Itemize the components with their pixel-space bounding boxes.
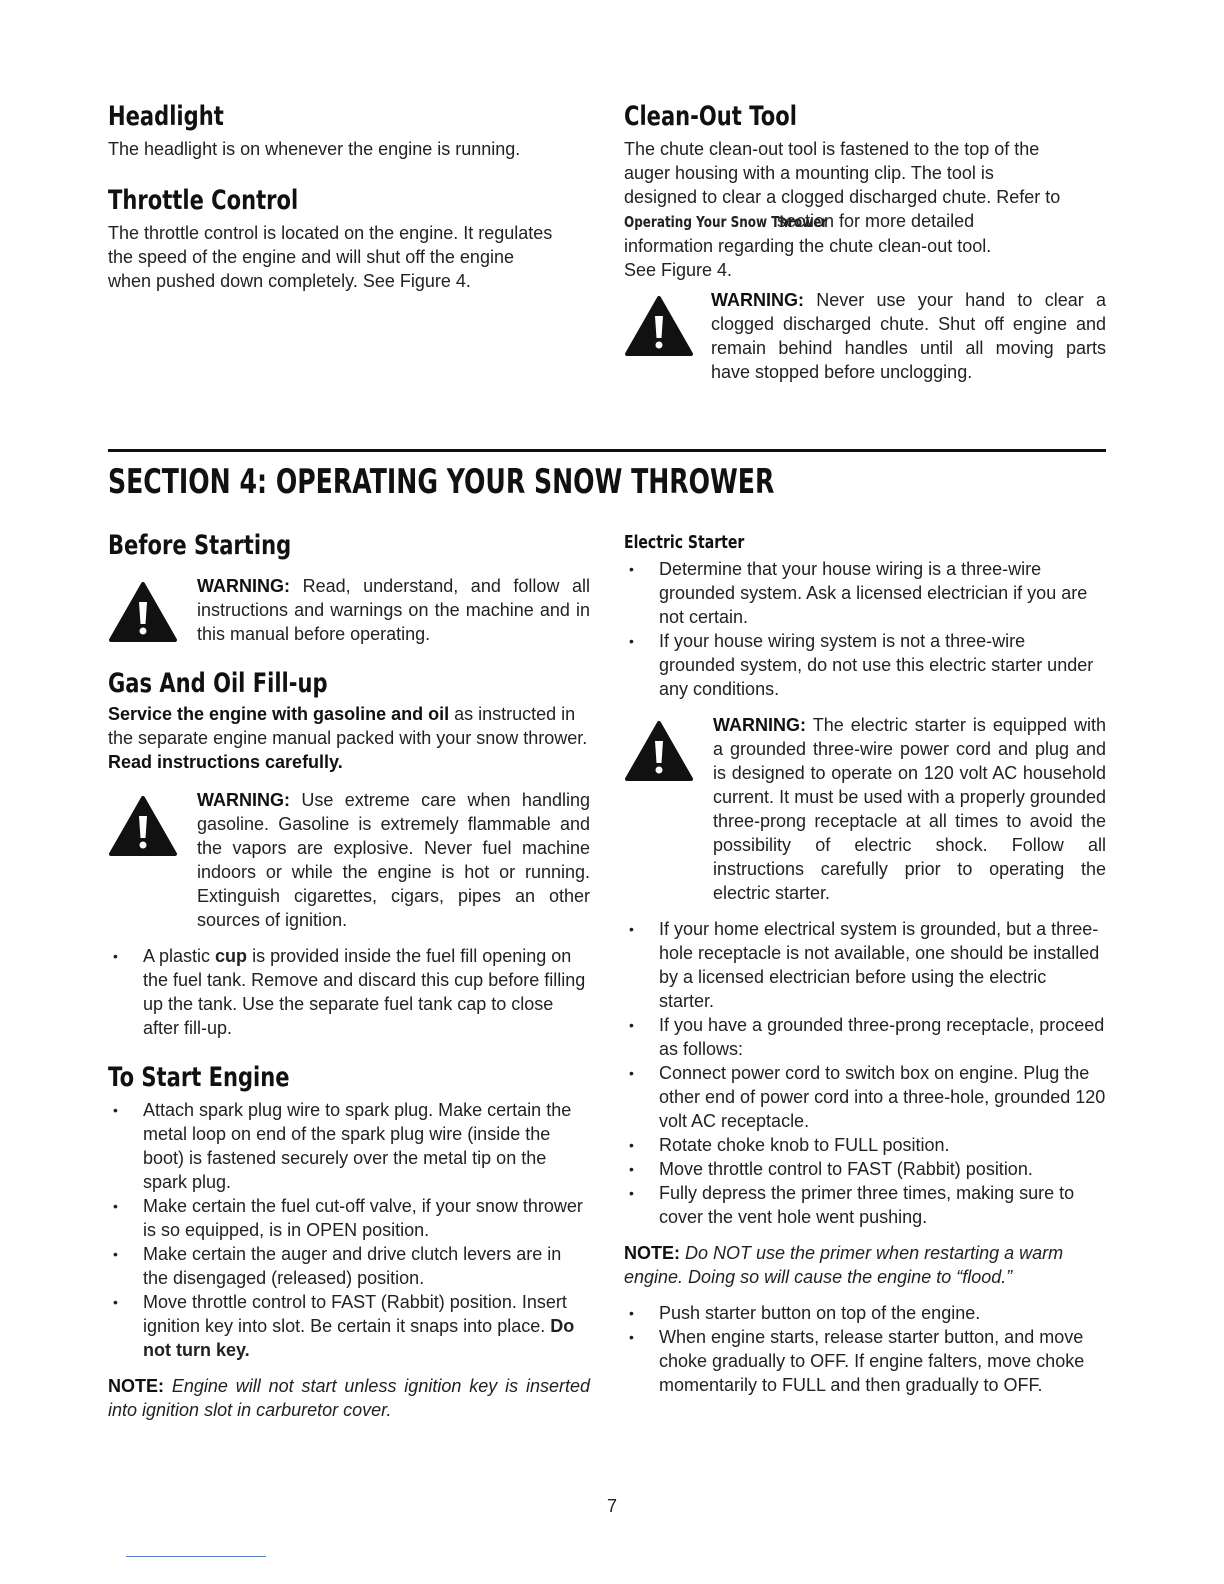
list-item: • If you have a grounded three-prong receptacle, proceed as follows: (629, 1015, 1105, 1059)
cleanout-text (624, 137, 1106, 282)
gas-oil-intro: Service the engine with gasoline and oil as instructed in the separate engine manual packed with your snow thrower. Read instructions carefully. (108, 704, 588, 772)
list-item: • A plastic cup is provided inside the fuel fill opening on the fuel tank. Remove and discard this cup before filling up the tank. Use the separate fuel tank cap to close after fill-up. (113, 946, 586, 1038)
headlight-section (108, 101, 590, 161)
list-item: • Attach spark plug wire to spark plug. Make certain the metal loop on end of the spark plug wire (inside the boot) is fastened securely over the metal tip on the spark plug. (113, 1100, 572, 1192)
electric-starter-warning-text: WARNING: The electric starter is equipped with a grounded three-wire power cord and plug and is designed to operate on 120 volt AC household current. It must be used with a properly grounded three-prong receptacle at all times to avoid the possibility of electric shock. Follow all instructions carefully prior to operating the electric starter. (713, 715, 1106, 903)
start-engine-heading: To Start Engine (108, 1062, 290, 1093)
cleanout-section (624, 101, 1106, 384)
cleanout-warning (624, 288, 1106, 384)
list-item: • Make certain the auger and drive clutch levers are in the disengaged (released) position. (113, 1244, 562, 1288)
throttle-section (108, 185, 590, 293)
cleanout-ref-bold: Operating Your Snow Thrower (624, 213, 828, 231)
electric-starter-bullets-a (624, 557, 1106, 701)
section-divider (108, 449, 1106, 452)
page-number: 7 (606, 1496, 617, 1516)
cleanout-line: designed to clear a clogged discharged chute. Refer to (624, 187, 1061, 207)
cleanout-heading: Clean-Out Tool (624, 101, 797, 132)
throttle-line: when pushed down completely. See Figure 4. (108, 271, 471, 291)
list-item: • Make certain the fuel cut-off valve, if your snow thrower is so equipped, is in OPEN position. (113, 1196, 583, 1240)
list-item: • Connect power cord to switch box on engine. Plug the other end of power cord into a three-hole, grounded 120 volt AC receptacle. (629, 1063, 1106, 1131)
section-title: SECTION 4: OPERATING YOUR SNOW THROWER (108, 462, 775, 502)
electric-starter-heading: Electric Starter (624, 532, 745, 553)
warning-triangle-icon (108, 580, 178, 644)
warning-label: WARNING: (711, 290, 804, 310)
throttle-line: the speed of the engine and will shut off the engine (108, 247, 514, 267)
list-item: • Move throttle control to FAST (Rabbit) position. (629, 1159, 1033, 1179)
headlight-text: The headlight is on whenever the engine is running. (108, 139, 521, 159)
electric-starter-note: NOTE: Do NOT use the primer when restarting a warm engine. Doing so will cause the engine to “flood.” (624, 1243, 1064, 1287)
electric-starter-bullets-b (624, 917, 1106, 1229)
warning-label: WARNING: (197, 576, 290, 596)
right-column (624, 531, 1106, 1397)
gas-oil-warning (108, 788, 590, 932)
list-item: • Determine that your house wiring is a three-wire grounded system. Ask a licensed electrician if you are not certain. (629, 559, 1088, 627)
throttle-heading: Throttle Control (108, 185, 299, 216)
list-item: • If your house wiring system is not a three-wire grounded system, do not use this electric starter under any conditions. (629, 631, 1094, 699)
footer-line (126, 1556, 266, 1557)
warning-triangle-icon (624, 294, 694, 358)
electric-starter-bullets-c (624, 1301, 1106, 1397)
list-item: • Move throttle control to FAST (Rabbit) position. Insert ignition key into slot. Be certain it snaps into place. Do not turn key. (113, 1292, 575, 1360)
warning-label: WARNING: (197, 790, 290, 810)
cleanout-ref-after: section for more detailed (772, 211, 975, 231)
throttle-line: The throttle control is located on the engine. It regulates (108, 223, 553, 243)
left-column (108, 530, 590, 1422)
gas-oil-warning-text: WARNING: Use extreme care when handling gasoline. Gasoline is extremely flammable and the vapors are explosive. Never fuel machine indoors or while the engine is hot or running. Extinguish cigarettes, cigars, pipes an other sources of ignition. (197, 790, 590, 930)
cleanout-line: auger housing with a mounting clip. The tool is (624, 163, 994, 183)
electric-starter-warning (624, 713, 1106, 905)
cleanout-line: See Figure 4. (624, 260, 733, 280)
before-starting-warning (108, 574, 590, 646)
list-item: • Fully depress the primer three times, making sure to cover the vent hole went pushing. (629, 1183, 1075, 1227)
before-starting-heading: Before Starting (108, 530, 292, 561)
cleanout-warning-text: WARNING: Never use your hand to clear a clogged discharged chute. Shut off engine and remain behind handles until all moving parts have stopped before unclogging. (711, 290, 1106, 382)
warning-triangle-icon (624, 719, 694, 783)
gas-oil-heading: Gas And Oil Fill-up (108, 668, 328, 699)
gas-oil-bullets (108, 944, 590, 1040)
start-engine-note: NOTE: Engine will not start unless ignition key is inserted into ignition slot in carburetor cover. (108, 1376, 590, 1420)
cleanout-line: information regarding the chute clean-out tool. (624, 236, 992, 256)
headlight-heading: Headlight (108, 101, 224, 132)
list-item: • When engine starts, release starter button, and move choke gradually to OFF. If engine falters, move choke momentarily to FULL and then gradually to OFF. (629, 1327, 1085, 1395)
warning-label: WARNING: (713, 715, 806, 735)
start-engine-bullets (108, 1098, 590, 1362)
before-starting-warning-text: WARNING: Read, understand, and follow all instructions and warnings on the machine and in this manual before operating. (197, 576, 590, 644)
warning-triangle-icon (108, 794, 178, 858)
throttle-text (108, 221, 590, 293)
list-item: • Push starter button on top of the engine. (629, 1303, 981, 1323)
list-item: • If your home electrical system is grounded, but a three-hole receptacle is not available, one should be installed by a licensed electrician before using the electric starter. (629, 919, 1100, 1011)
list-item: • Rotate choke knob to FULL position. (629, 1135, 950, 1155)
cleanout-line: The chute clean-out tool is fastened to the top of the (624, 139, 1040, 159)
